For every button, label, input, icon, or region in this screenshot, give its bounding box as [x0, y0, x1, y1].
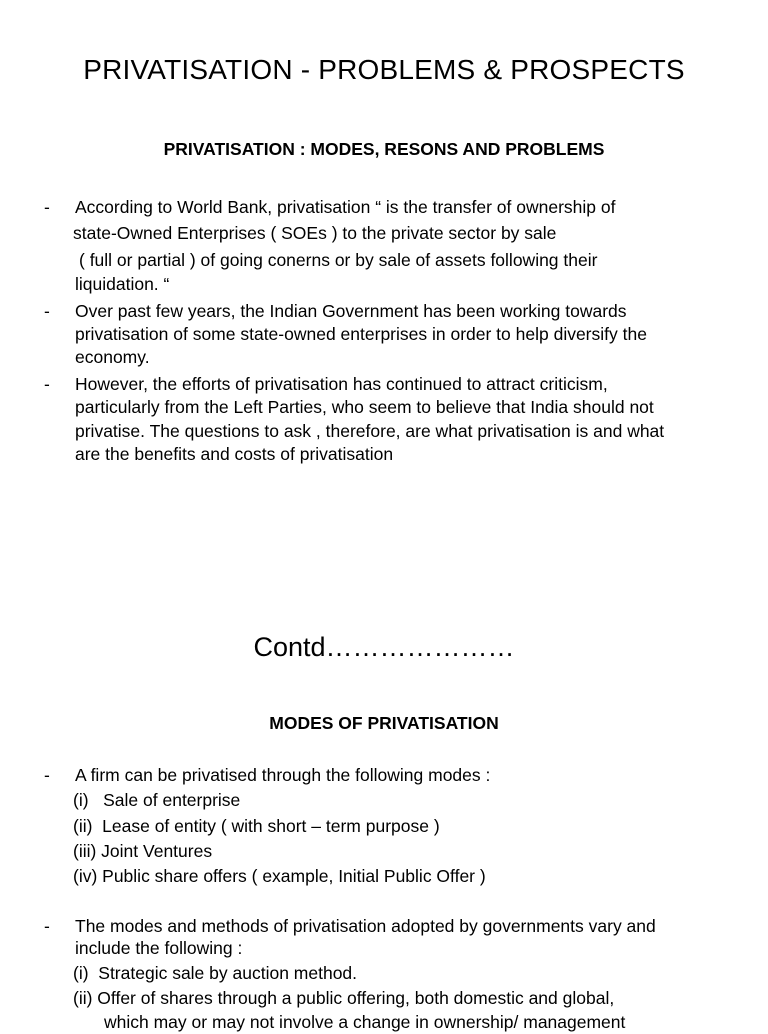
bullet-line: According to World Bank, privatisation “ is the transfer of ownership of [75, 197, 616, 217]
list-item: (i) Strategic sale by auction method. [73, 963, 358, 983]
section-heading-modes-of-privatisation: MODES OF PRIVATISATION [269, 713, 499, 733]
bullet-line: liquidation. “ [75, 274, 170, 294]
bullet-line: privatise. The questions to ask , therefore, are what privatisation is and what [75, 421, 665, 441]
bullet-dash: - [44, 916, 50, 936]
list-item: (ii) Offer of shares through a public offering, both domestic and global, [73, 988, 615, 1008]
bullet-line: Over past few years, the Indian Government has been working towards [75, 301, 627, 321]
list-item-continuation: which may or may not involve a change in ownership/ management [104, 1012, 626, 1032]
bullet-line: particularly from the Left Parties, who seem to believe that India should not [75, 397, 654, 417]
section-heading-modes-reasons-problems: PRIVATISATION : MODES, RESONS AND PROBLEMS [163, 139, 605, 159]
bullet-line: ( full or partial ) of going conerns or by sale of assets following their [79, 250, 598, 270]
bullet-line: include the following : [75, 938, 243, 958]
bullet-line: state-Owned Enterprises ( SOEs ) to the private sector by sale [73, 223, 557, 243]
bullet-line: However, the efforts of privatisation has continued to attract criticism, [75, 374, 608, 394]
bullet-line: A firm can be privatised through the following modes : [75, 765, 491, 785]
bullet-dash: - [44, 301, 50, 321]
bullet-dash: - [44, 765, 50, 785]
bullet-line: privatisation of some state-owned enterprises in order to help diversify the [75, 324, 647, 344]
bullet-line: are the benefits and costs of privatisation [75, 444, 394, 464]
list-item: (iv) Public share offers ( example, Initial Public Offer ) [73, 866, 486, 886]
bullet-line: The modes and methods of privatisation adopted by governments vary and [75, 916, 656, 936]
bullet-dash: - [44, 374, 50, 394]
list-item: (iii) Joint Ventures [73, 841, 213, 861]
page-title: PRIVATISATION - PROBLEMS & PROSPECTS [83, 54, 685, 85]
list-item: (ii) Lease of entity ( with short – term purpose ) [73, 816, 440, 836]
continued-label: Contd………………… [253, 632, 515, 662]
bullet-dash: - [44, 197, 50, 217]
bullet-line: economy. [75, 347, 150, 367]
list-item: (i) Sale of enterprise [73, 790, 241, 810]
